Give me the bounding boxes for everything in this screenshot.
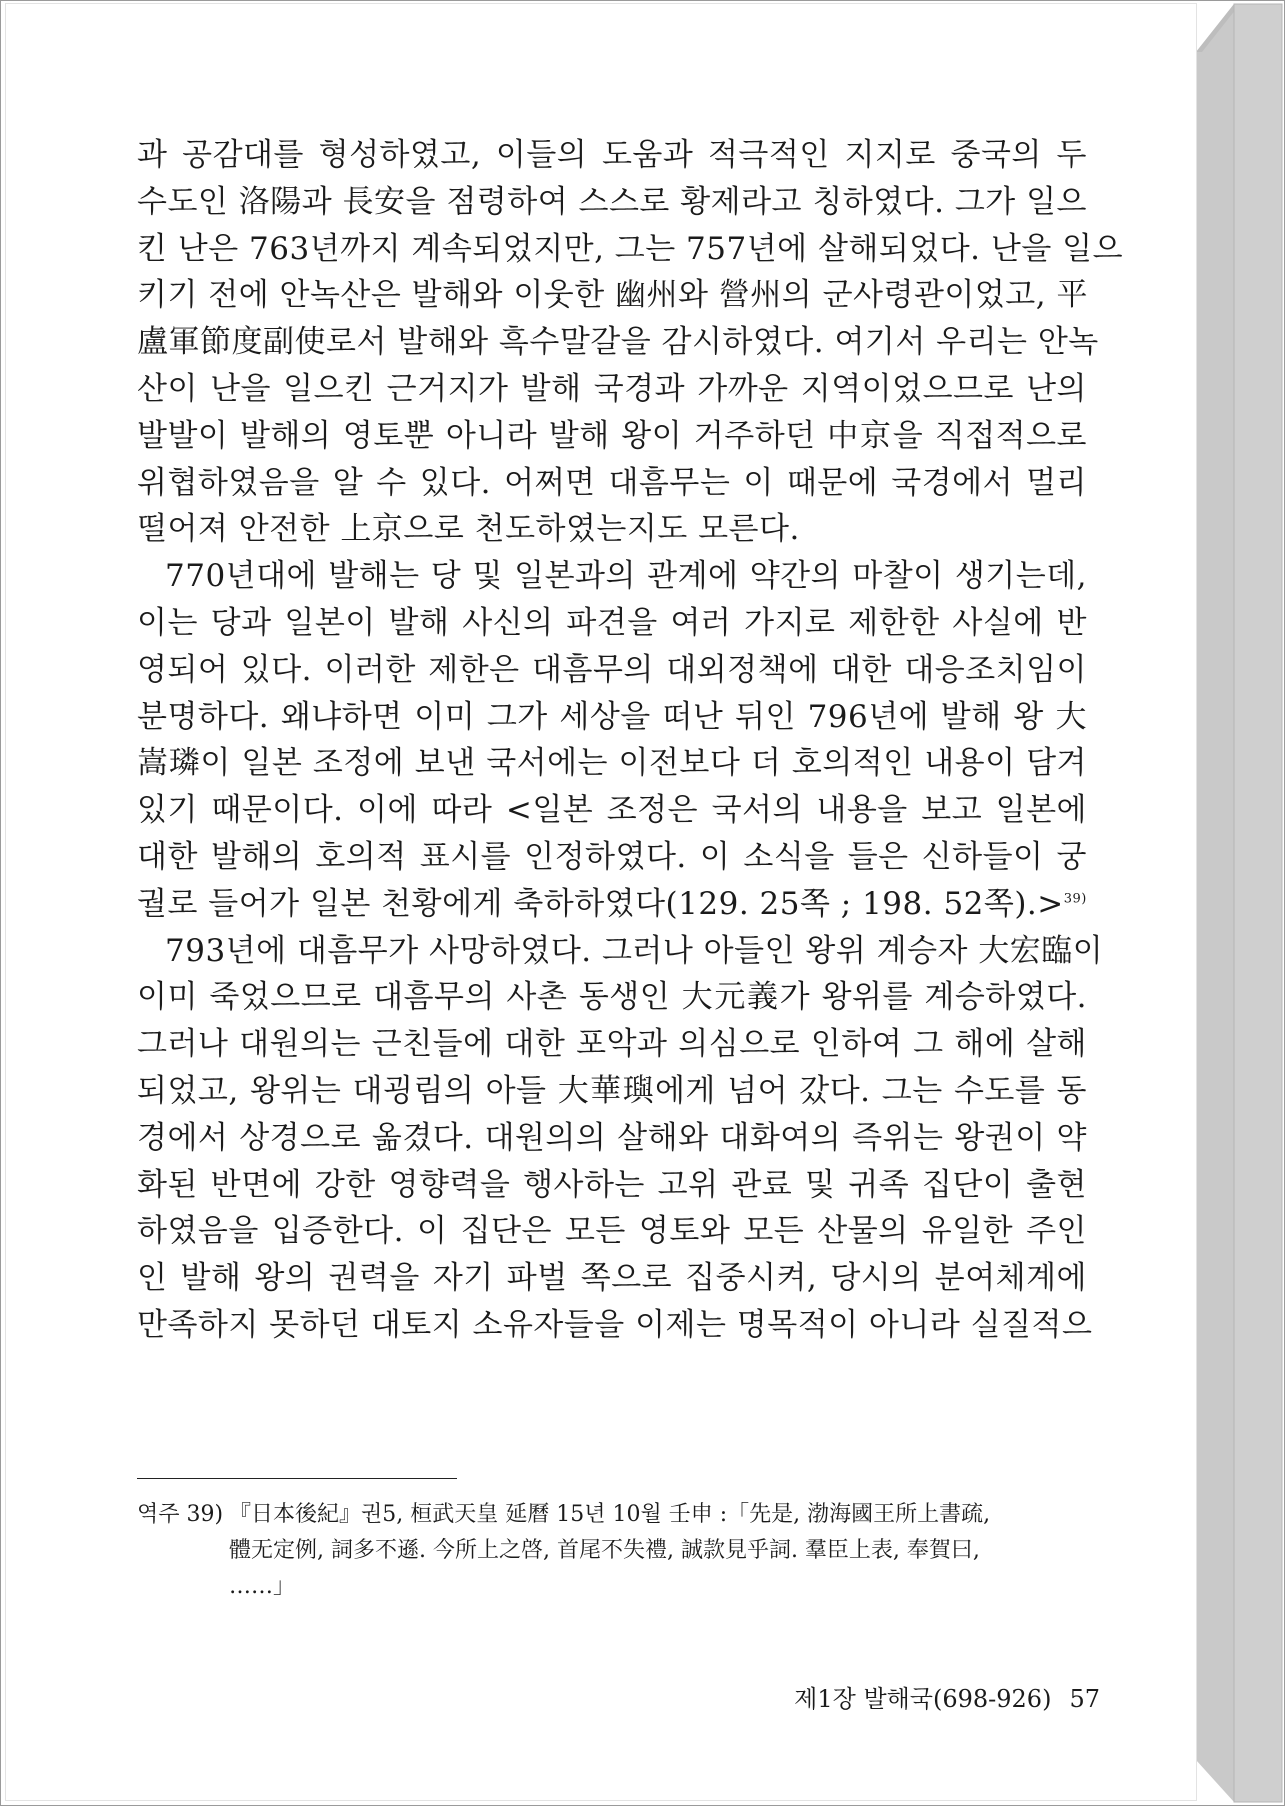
text-line: 분명하다. 왜냐하면 이미 그가 세상을 떠난 뒤인 796년에 발해 왕 大 — [137, 698, 1087, 735]
running-footer — [740, 1679, 1100, 1714]
text-line-content: 궐로 들어가 일본 천황에게 축하하였다(129. 25쪽 ; 198. 52쪽).> — [137, 885, 1064, 922]
text-line: 키기 전에 안녹산은 발해와 이웃한 幽州와 營州의 군사령관이었고, 平 — [137, 277, 1088, 314]
footnote-text: ……」 — [229, 1574, 296, 1599]
footnote-label: 역주 39) — [137, 1502, 224, 1527]
text-line: 위협하였음을 알 수 있다. 어쩌면 대흠무는 이 때문에 국경에서 멀리 — [137, 464, 1087, 501]
footnote-text: 體无定例, 詞多不遜. 今所上之啓, 首尾不失禮, 誠款見乎詞. 羣臣上表, 奉賀曰, — [229, 1538, 980, 1563]
text-line: 떨어져 안전한 上京으로 천도하였는지도 모른다. — [137, 511, 800, 548]
text-line: 수도인 洛陽과 長安을 점령하여 스스로 황제라고 칭하였다. 그가 일으 — [137, 183, 1087, 220]
book-back-cover — [1234, 4, 1282, 1802]
text-line: 과 공감대를 형성하였고, 이들의 도움과 적극적인 지지로 중국의 두 — [137, 137, 1087, 173]
page-number: 57 — [1069, 1685, 1100, 1713]
text-line: 이미 죽었으므로 대흠무의 사촌 동생인 大元義가 왕위를 계승하였다. — [137, 979, 1087, 1016]
text-line: 인 발해 왕의 권력을 자기 파벌 쪽으로 집중시켜, 당시의 분여체계에 — [137, 1260, 1087, 1297]
footnote-text: 『日本後紀』권5, 桓武天皇 延曆 15년 10월 壬申 :「先是, 渤海國王所上書疏, — [229, 1502, 991, 1527]
text-line: 화된 반면에 강한 영향력을 행사하는 고위 관료 및 귀족 집단이 출현 — [137, 1166, 1087, 1203]
text-line: 그러나 대원의는 근친들에 대한 포악과 의심으로 인하여 그 해에 살해 — [137, 1026, 1087, 1063]
text-line: 있기 때문이다. 이에 따라 <일본 조정은 국서의 내용을 보고 일본에 — [137, 792, 1087, 829]
text-line: 盧軍節度副使로서 발해와 흑수말갈을 감시하였다. 여기서 우리는 안녹 — [137, 324, 1099, 361]
text-line: 대한 발해의 호의적 표시를 인정하였다. 이 소식을 들은 신하들이 궁 — [137, 838, 1087, 875]
footnote-first-line — [137, 1497, 1092, 1533]
text-line: 발발이 발해의 영토뿐 아니라 발해 왕이 거주하던 中京을 직접적으로 — [137, 417, 1087, 454]
footnote-divider — [137, 1478, 457, 1479]
chapter-title: 제1장 발해국(698-926) — [794, 1685, 1052, 1713]
footnote-reference[interactable]: 39) — [1063, 891, 1087, 907]
body-text — [137, 132, 1124, 1349]
text-line: 킨 난은 763년까지 계속되었지만, 그는 757년에 살해되었다. 난을 일으 — [137, 230, 1124, 267]
paragraph-start-line: 770년대에 발해는 당 및 일본과의 관계에 약간의 마찰이 생기는데, — [165, 558, 1087, 595]
paragraph-start-line: 793년에 대흠무가 사망하였다. 그러나 아들인 왕위 계승자 大宏臨이 — [165, 932, 1104, 969]
text-line: 이는 당과 일본이 발해 사신의 파견을 여러 가지로 제한한 사실에 반 — [137, 604, 1087, 641]
text-line: 되었고, 왕위는 대굉림의 아들 大華璵에게 넘어 갔다. 그는 수도를 동 — [137, 1072, 1087, 1109]
text-line: 嵩璘이 일본 조정에 보낸 국서에는 이전보다 더 호의적인 내용이 담겨 — [137, 745, 1087, 782]
text-line: 하였음을 입증한다. 이 집단은 모든 영토와 모든 산물의 유일한 주인 — [137, 1213, 1087, 1250]
text-line: 만족하지 못하던 대토지 소유자들을 이제는 명목적이 아니라 실질적으 — [137, 1306, 1093, 1343]
footnote — [137, 1497, 1092, 1605]
text-line: 영되어 있다. 이러한 제한은 대흠무의 대외정책에 대한 대응조치임이 — [137, 651, 1087, 688]
text-line-with-footnote-ref — [137, 881, 1087, 928]
text-line: 산이 난을 일으킨 근거지가 발해 국경과 가까운 지역이었으므로 난의 — [137, 370, 1087, 407]
text-line: 경에서 상경으로 옮겼다. 대원의의 살해와 대화여의 즉위는 왕권이 약 — [137, 1119, 1087, 1156]
